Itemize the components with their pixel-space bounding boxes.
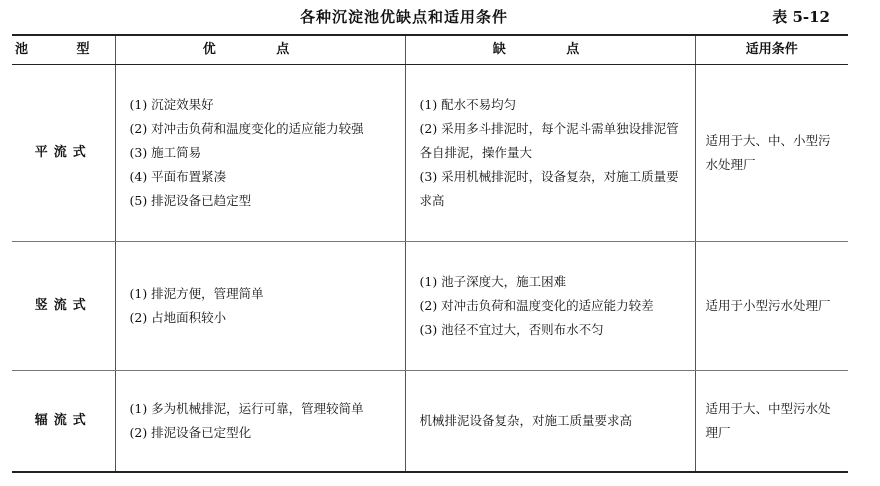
comparison-table [12, 34, 848, 473]
table-title: 各种沉淀池优缺点和适用条件 [300, 8, 509, 26]
disadvantages-cell [405, 242, 695, 371]
tank-type: 辐流式 [12, 371, 115, 473]
disadvantages-cell [405, 371, 695, 473]
list-item: (4) 平面布置紧凑 [129, 169, 227, 184]
list-item: (2) 对冲击负荷和温度变化的适应能力较差 [419, 298, 654, 313]
list-item: (1) 多为机械排泥，运行可靠，管理较简单 [129, 401, 364, 416]
list-item: (3) 池径不宜过大，否则布水不匀 [419, 322, 604, 337]
table-row [12, 371, 848, 473]
table-number: 表 5-12 [772, 8, 830, 26]
header-disadvantages: 缺 点 [405, 35, 695, 65]
advantages-cell [115, 371, 405, 473]
tank-type: 竖流式 [12, 242, 115, 371]
list-item: (1) 配水不易均匀 [419, 97, 517, 112]
conditions-cell: 适用于大、中型污水处理厂 [695, 371, 848, 473]
list-item: (1) 池子深度大，施工困难 [419, 274, 567, 289]
disadvantages-cell [405, 65, 695, 242]
list-item: (2) 采用多斗排泥时，每个泥斗需单独设排泥管各自排泥，操作量大 [419, 121, 679, 160]
tank-type: 平流式 [12, 65, 115, 242]
header-conditions: 适用条件 [695, 35, 848, 65]
list-item: (5) 排泥设备已趋定型 [129, 193, 252, 208]
list-item: (2) 对冲击负荷和温度变化的适应能力较强 [129, 121, 364, 136]
list-item: (2) 占地面积较小 [129, 310, 227, 325]
conditions-cell: 适用于小型污水处理厂 [695, 242, 848, 371]
advantages-cell [115, 65, 405, 242]
list-item: (1) 沉淀效果好 [129, 97, 214, 112]
table-row [12, 242, 848, 371]
list-item: 机械排泥设备复杂，对施工质量要求高 [419, 413, 633, 428]
list-item: (3) 施工简易 [129, 145, 202, 160]
advantages-cell [115, 242, 405, 371]
header-row [12, 35, 848, 65]
table-caption [0, 4, 880, 32]
conditions-cell: 适用于大、中、小型污水处理厂 [695, 65, 848, 242]
list-item: (1) 排泥方便，管理简单 [129, 286, 264, 301]
list-item: (3) 采用机械排泥时，设备复杂，对施工质量要求高 [419, 169, 679, 208]
list-item: (2) 排泥设备已定型化 [129, 425, 252, 440]
header-advantages: 优 点 [115, 35, 405, 65]
header-type: 池 型 [12, 35, 115, 65]
table-row [12, 65, 848, 242]
